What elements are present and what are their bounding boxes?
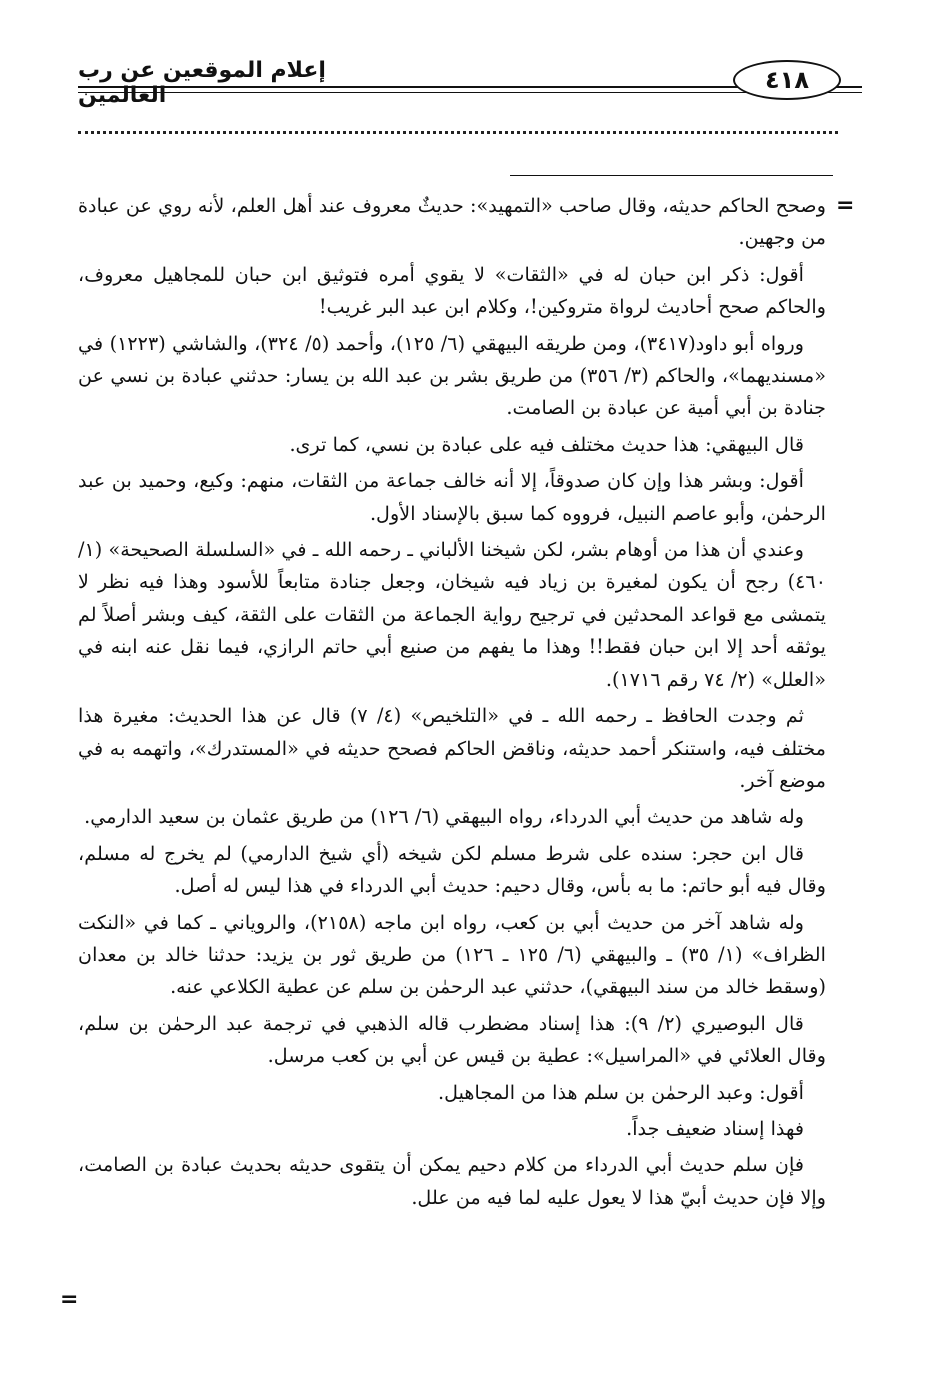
paragraph: ورواه أبو داود(٣٤١٧)، ومن طريقه البيهقي (٦/ ١٢٥)، وأحمد (٥/ ٣٢٤)، والشاشي (١٢٢٣) في «مسنديهما»، والحاكم (٣/ ٣٥٦) من طريق بشر بن عبد الله بن يسار: حدثني عبادة بن نسي عن جنادة بن أبي أمية عن عبادة بن الصامت. bbox=[78, 331, 826, 420]
paragraph: وصحح الحاكم حديثه، وقال صاحب «التمهيد»: حديثٌ معروف عند أهل العلم، لأنه روي عن عبادة من وجهين. bbox=[78, 194, 826, 250]
paragraph: وله شاهد آخر من حديث أبي بن كعب، رواه ابن ماجه (٢١٥٨)، والروياني ـ كما في «النكت الظراف» (١/ ٣٥) ـ والبيهقي (٦/ ١٢٥ ـ ١٢٦) من طريق ثور بن يزيد: حدثنا خالد بن معدان (وسقط خالد من سند البيهقي)، حدثني عبد الرحمٰن بن سلم عن عطية الكلاعي عنه. bbox=[78, 910, 826, 999]
page-number-text: ٤١٨ bbox=[765, 66, 809, 94]
header-rule bbox=[78, 86, 748, 88]
paragraph: فإن سلم حديث أبي الدرداء من كلام دحيم يمكن أن يتقوى حديثه بحديث عبادة بن الصامت، وإلا فإن حديث أبيّ هذا لا يعول عليه لما فيه من علل. bbox=[78, 1153, 826, 1209]
continuation-mark-bottom: = bbox=[60, 1287, 79, 1312]
paragraph: أقول: ذكر ابن حبان له في «الثقات» لا يقوي أمره فتوثيق ابن حبان للمجاهيل معروف، والحاكم صحح أحاديث لرواة متروكين!، وكلام ابن عبد البر غريب! bbox=[78, 262, 826, 319]
paragraph: أقول: وبشر هذا وإن كان صدوقاً، إلا أنه خالف جماعة من الثقات، منهم: وكيع، وحميد بن عبد الرحمٰن، وأبو عاصم النبيل، فرووه كما سبق بالإسناد الأول. bbox=[78, 469, 826, 525]
header-rule-thin bbox=[78, 92, 748, 93]
page-number bbox=[733, 60, 841, 100]
paragraph: فهذا إسناد ضعيف جداً. bbox=[626, 1116, 804, 1140]
paragraph: قال البوصيري (٢/ ٩): هذا إسناد مضطرب قاله الذهبي في ترجمة عبد الرحمٰن بن سلم، وقال العلائي في «المراسيل»: عطية بن قيس عن أبي بن كعب مرسل. bbox=[78, 1011, 826, 1068]
footnote-separator bbox=[510, 175, 833, 176]
book-title: إعلام الموقعين عن رب العالمين bbox=[78, 58, 326, 108]
dotted-separator bbox=[78, 131, 838, 134]
paragraph: قال البيهقي: هذا حديث مختلف فيه على عبادة بن نسي، كما ترى. bbox=[289, 432, 804, 456]
paragraph: أقول: وعبد الرحمٰن بن سلم هذا من المجاهيل. bbox=[437, 1080, 804, 1104]
paragraph: وعندي أن هذا من أوهام بشر، لكن شيخنا الألباني ـ رحمه الله ـ في «السلسلة الصحيحة» (١/ ٤٦٠) رجح أن يكون لمغيرة بن زياد فيه شيخان، وجعل جنادة متابعاً للأسود وهذا فيه نظر لا يتمشى مع قواعد المحدثين في ترجيح رواية الجماعة من الثقات على الثقة، كيف وبشر أصلاً لم يوثقه أحد إلا ابن حبان فقط!! وهذا ما يفهم من صنيع أبي حاتم الرازي، فيما نقل عنه ابنه في «العلل» (٢/ ٧٤ رقم ١٧١٦). bbox=[78, 538, 826, 691]
paragraph: قال ابن حجر: سنده على شرط مسلم لكن شيخه (أي شيخ الدارمي) لم يخرج له مسلم، وقال فيه أبو حاتم: ما به بأس، وقال دحيم: حديث أبي الدرداء في هذا ليس له أصل. bbox=[78, 841, 826, 898]
header-rule-right-thin bbox=[825, 92, 862, 93]
paragraph: ثم وجدت الحافظ ـ رحمه الله ـ في «التلخيص» (٤/ ٧) قال عن هذا الحديث: مغيرة هذا مختلف فيه، واستنكر أحمد حديثه، وناقض الحاكم فصحح حديثه في «المستدرك»، واتهمه به في موضع آخر. bbox=[78, 704, 826, 792]
continuation-mark-top: = bbox=[836, 193, 855, 218]
paragraph: وله شاهد من حديث أبي الدرداء، رواه البيهقي (٦/ ١٢٦) من طريق عثمان بن سعيد الدارمي. bbox=[84, 805, 804, 829]
footnote-text bbox=[78, 190, 826, 1218]
